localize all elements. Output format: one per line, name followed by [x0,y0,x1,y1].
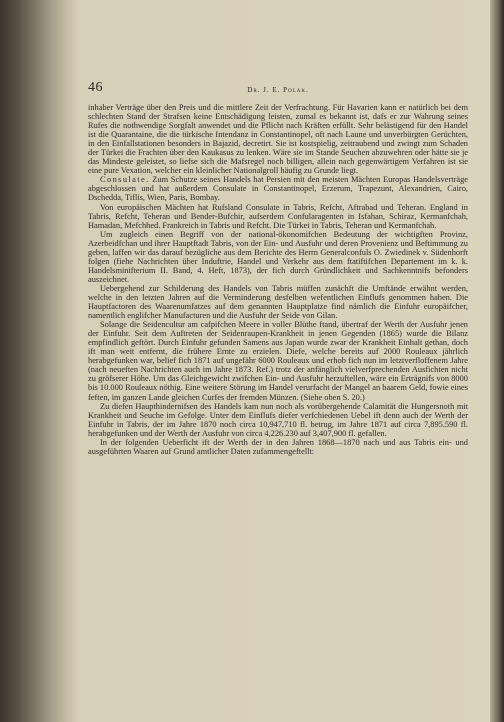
paragraph [88,284,468,320]
paragraph-text: inhaber Verträge über den Preis und die mittlere Zeit der Verfrachtung. Für Havarien kann er natürlich bei dem schlechten Stand der Strafsen keine Entschädigung leisten, zumal es bekannt ist, dafs er zur Wahrung seines Rufes die nothwendige Sorgfalt anwendet und die Pflicht nach Kräften erfüllt. Sehr belästigend für den Handel ist die Quarantaine, die die türkische Intendanz in Constantinopel, oft nach Laune und unverbürgten Gerüchten, in den Einfallstationen besonders in Bajazid, decretirt. Sie ist kostspielig, zeitraubend und zwingt zum Schaden der Türkei die Frachten über den Kaukasus zu lenken. Wäre sie im Stande Seuchen abzuwehren oder hätte sie je das Mindeste geleistet, so liefse sich die Mafsregel noch billigen, allein nach gegenwärtigem Verfahren ist sie eine pure Vexation, welcher ein kleinlicher Nationalgroll häufig zu Grunde liegt. [88,103,468,176]
paragraph [88,103,468,175]
page-header [88,80,468,96]
paragraph-text: Uebergehend zur Schilderung des Handels von Tabris müffen zunächft die Umftände erwähnt werden, welche in den letzten Jahren auf die Verminderung desfelben wefentlichen Einflufs genommen haben. Die Hauptfactoren des Waarenumfatzes auf dem genannten Hauptplatze find nämlich die Einfuhr europäifcher, namentlich englifcher Manufacturen und die Ausfuhr der Seide von Gilan. [88,283,468,321]
paragraph-text: Zum Schutze seines Handels hat Persien mit den meisten Mächten Europas Handelsverträge abgeschlossen und hat außerdem Consulate in Constantinopel, Erzerum, Trapezunt, Alexandrien, Cairo, Dschedda, Tiflis, Wien, Paris, Bombay. [88,175,468,203]
paragraph [88,230,468,284]
paragraph-text: Von europäischen Mächten hat Rufsland Consulate in Tabris, Refcht, Aftrabad und Teheran. England in Tabris, Refcht, Teheran und Bender-Bufchir, aufserdem Confularagenten in Isfahan, Schiraz, Kermanfchah, Hamadan, Mefchhed. Frankreich in Tabris und Refcht. Die Türkei in Tabris, Teheran und Kermanfchah. [88,202,468,230]
running-head: Dr. J. E. Polak. [247,86,309,94]
body-text [88,103,468,456]
page-number: 46 [88,80,103,95]
paragraph-text: Zu diefen Haupthindernifsen des Handels kam nun noch als vorübergehende Calamität die Hungersnoth mit Krankheit und Seuche im Gefolge. Unter dem Einflufs diefer verfchiedenen Uebel ift denn auch der Werth der Einfuhr in Tabris, der im Jahre 1870 noch circa 10,947,710 fl. betrug, im Jahre 1871 auf circa 7,895.590 fl. herabgefunken und der Werth der Ausfuhr von circa 4,226.230 auf 3,407,900 fl. gefallen. [88,401,468,438]
section-lead: Consulate. [100,175,150,185]
paragraph-text: Solange die Seidencultur am cafpifchen Meere in voller Blüthe ftand, übertraf der Werth der Ausfuhr jenen der Einfuhr. Seit dem Auftreten der Seidenraupen-Krankheit in jenen Gegenden (1865) wurde die Bilanz empfindlich geftört. Durch Einfuhr gefunden Samens aus Japan wurde zwar der Krankheit Einhalt gethan, doch ift man weit entfernt, die frühere Ernte zu erzielen. Diefe, welche bereits auf 2000 Rouleaux jährlich herabgefunken war, belief fich 1871 auf ungefähr 6000 Rouleaux und erhob fich nun im letztverfloffenem Jahre (nach neueften Nachrichten auch im Jahre 1873. Ref.) trotz der anfänglich vielverfprechenden Ausfichten nicht zu gröfserer Höhe. Um das Gleichgewicht zwifchen Ein- und Ausfuhr herzuftellen, wäre ein Erträgnifs von 8000 bis 10.000 Rouleaux nöthig. Eine weitere Störung im Handel verurfacht der Mangel an baarem Geld, fowie eines feften, im ganzen Lande gleichen Curfes der fremden Münzen. (Siehe oben S. 20.) [88,320,468,402]
paragraph [88,438,468,456]
page-edge [490,0,504,722]
paragraph [88,175,468,202]
paragraph [88,320,468,401]
paragraph [88,402,468,438]
paragraph-text: In der folgenden Ueberficht ift der Werth der in den Jahren 1868—1870 nach und aus Tabris ein- und ausgeführten Waaren auf Grund amtlicher Daten zufammengeftellt: [88,437,468,456]
paragraph-text: Um zugleich einen Begriff von der national-ökonomifchen Bedeutung der wichtigften Provinz, Azerbeidfchan und ihrer Hauptftadt Tabris, von der Ein- und Ausfuhr und deren Provenienz und Beftimmung zu geben, laffen wir das darauf bezügliche aus dem Berichte des Herrn Generalconfuls O. Zwiedinek v. Südenhorft folgen (fiehe Nachrichten über Induftrie, Handel und Verkehr aus dem ftatiftifchen Departement im k. k. Handelsminifterium II. Band, 4. Heft, 1873), der fich durch Gründlichkeit und Sachkenntnifs befonders auszeichnet. [88,229,468,284]
paragraph [88,203,468,230]
